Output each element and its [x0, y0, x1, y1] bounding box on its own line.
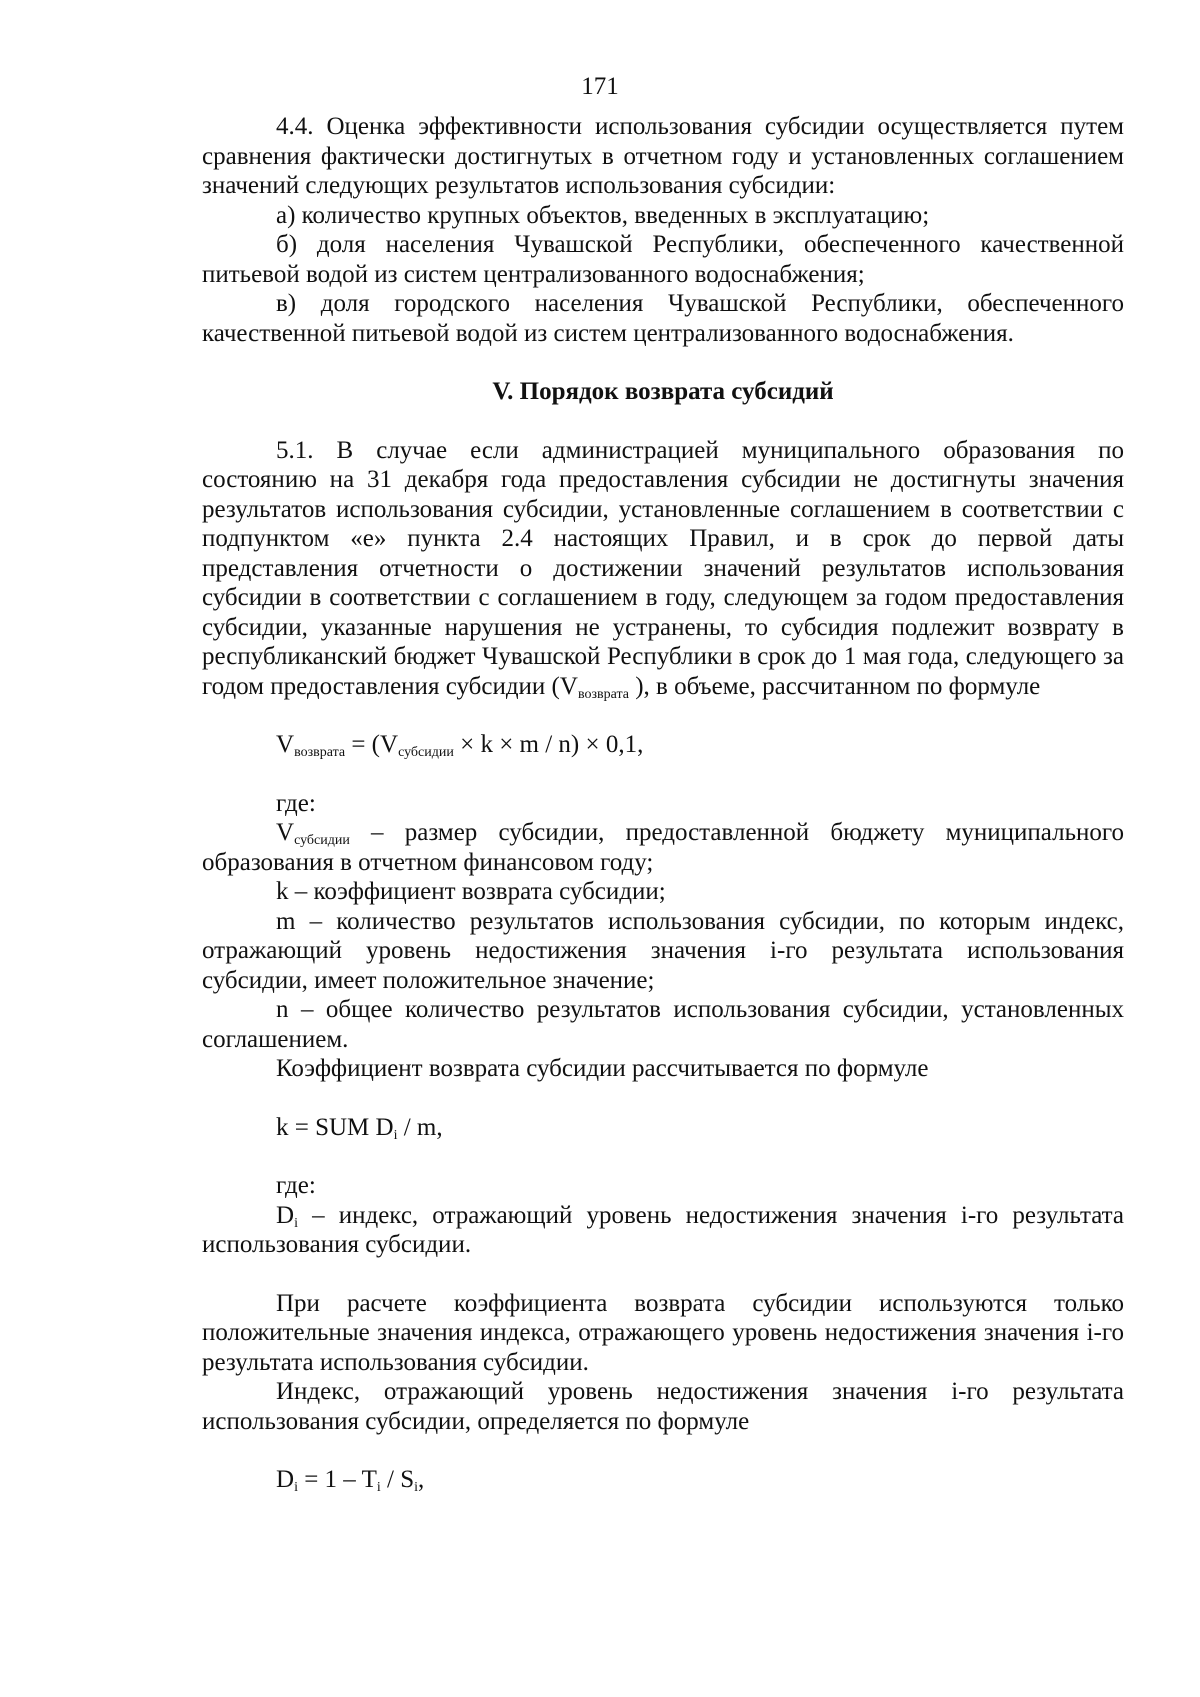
page-content — [202, 112, 1124, 1495]
definition-v-subsidii — [202, 818, 1124, 877]
def-var-v: V — [276, 819, 295, 846]
formula-di-end: , — [418, 1466, 425, 1493]
paragraph-calculation: При расчете коэффициента возврата субсидии используются только положительные значения индекса, отражающего уровень недостижения значения i-го результата использования субсидии. — [202, 1289, 1124, 1376]
formula-di-mid: = 1 – T — [297, 1466, 377, 1493]
def-sub-subsidii: субсидии — [294, 833, 350, 848]
formula-sub-subsidii: субсидии — [398, 745, 454, 760]
definition-di — [202, 1201, 1124, 1260]
paragraph-5-1 — [202, 436, 1124, 702]
def-di-text: – индекс, отражающий уровень недостижения значения i-го результата использования субсидии. — [202, 1201, 1124, 1258]
formula-tail: × k × m / n) × 0,1, — [453, 731, 644, 758]
formula-k-left: k = SUM D — [276, 1113, 394, 1141]
formula-di-div: / S — [380, 1466, 415, 1493]
definition-n: n – общее количество результатов использования субсидии, установленных соглашением. — [202, 996, 1124, 1053]
paragraph-5-1-tail: ), в объеме, рассчитанном по формуле — [628, 672, 1041, 700]
def-var-d: D — [276, 1201, 295, 1229]
page-number: 171 — [581, 73, 619, 100]
section-heading: V. Порядок возврата субсидий — [492, 378, 834, 405]
formula-k-sub: i — [393, 1127, 398, 1143]
def-vsub-text: – размер субсидии, предоставленной бюджету муниципального образования в отчетном финансовом году; — [202, 819, 1124, 876]
formula-di-sub1: i — [294, 1480, 298, 1495]
paragraph-index: Индекс, отражающий уровень недостижения значения i-го результата использования субсидии, определяется по формуле — [202, 1378, 1124, 1435]
where-label-1: где: — [276, 789, 316, 817]
coefficient-intro: Коэффициент возврата субсидии рассчитывается по формуле — [276, 1055, 929, 1082]
formula-mid: = (V — [345, 731, 399, 758]
definition-k: k – коэффициент возврата субсидии; — [276, 878, 666, 905]
formula-k-right: / m, — [397, 1113, 443, 1141]
list-item-b: б) доля населения Чувашской Республики, обеспеченного качественной питьевой водой из систем централизованного водоснабжения; — [202, 231, 1124, 288]
formula-di-sub2: i — [376, 1480, 381, 1495]
definition-m: m – количество результатов использования субсидии, по которым индекс, отражающий уровень недостижения значения i-го результата использования субсидии, имеет положительное значение; — [202, 907, 1124, 994]
where-label-2: где: — [276, 1172, 316, 1199]
subscript-vozvrata: возврата — [577, 686, 629, 702]
formula-di — [202, 1465, 1124, 1495]
formula-di-sub3: i — [414, 1480, 419, 1495]
formula-k — [202, 1113, 1124, 1143]
formula-v-vozvrata — [202, 730, 1124, 760]
def-sub-i: i — [294, 1215, 298, 1231]
paragraph-4-4: 4.4. Оценка эффективности использования субсидии осуществляется путем сравнения фактически достигнутых в отчетном году и установленных соглашением значений следующих результатов использования субсидии: — [202, 113, 1124, 199]
formula-di-d: D — [276, 1466, 295, 1493]
formula-sub-vozvrata: возврата — [294, 745, 346, 760]
formula-var-v: V — [276, 731, 295, 758]
paragraph-5-1-text: 5.1. В случае если администрацией муниципального образования по состоянию на 31 декабря года предоставления субсидии не достигнуты значения результатов использования субсидии, установленные соглашением в соответствии с подпунктом «е» пункта 2.4 настоящих Правил, и в срок до первой даты представления отчетности о достижении значений результатов использования субсидии в соответствии с соглашением в году, следующем за годом предоставления субсидии, указанные нарушения не устранены, то субсидия подлежит возврату в республиканский бюджет Чувашской Республики в срок до 1 мая года, следующего за годом предоставления субсидии (V — [202, 436, 1124, 700]
list-item-v: в) доля городского населения Чувашской Республики, обеспеченного качественной питьевой водой из систем централизованного водоснабжения. — [202, 290, 1124, 347]
list-item-a: а) количество крупных объектов, введенных в эксплуатацию; — [276, 201, 930, 229]
